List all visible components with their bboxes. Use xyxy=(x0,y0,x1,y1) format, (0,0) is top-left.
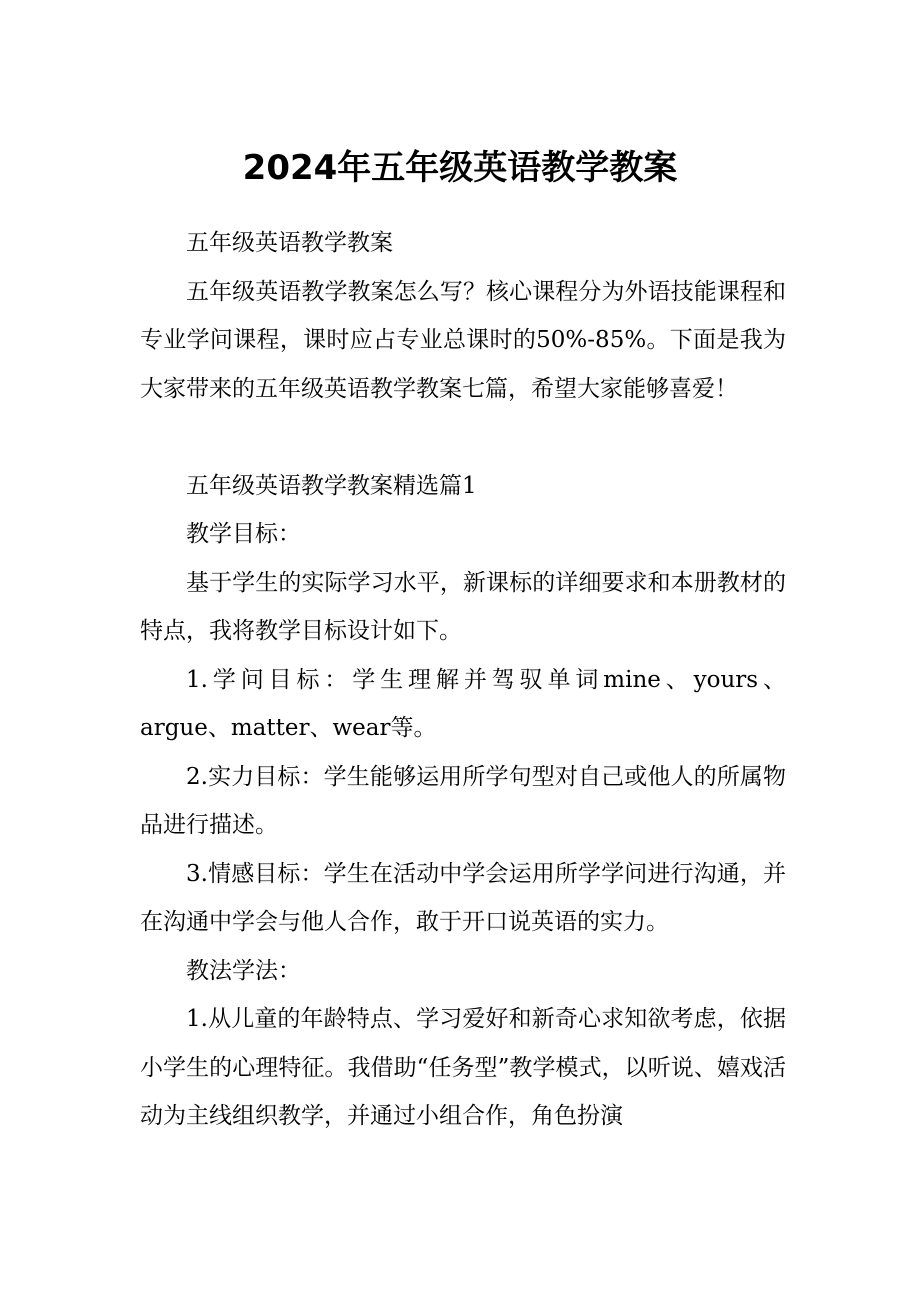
teaching-goals-heading: 教学目标： xyxy=(186,521,301,547)
intro-paragraph: 五年级英语教学教案怎么写？核心课程分为外语技能课程和专业学问课程，课时应占专业总课时的50%-85%。下面是我为大家带来的五年级英语教学教案七篇，希望大家能够喜爱！ xyxy=(140,278,786,402)
section-heading: 五年级英语教学教案精选篇1 xyxy=(186,472,477,499)
knowledge-goal: 1.学问目标：学生理解并驾驭单词mine、yours、argue、matter、wear等。 xyxy=(140,666,786,741)
methods-heading: 教法学法： xyxy=(186,957,301,984)
teaching-goals-intro: 基于学生的实际学习水平，新课标的详细要求和本册教材的特点，我将教学目标设计如下。 xyxy=(140,569,786,644)
document-title: 2024年五年级英语教学教案 xyxy=(242,148,678,188)
blank-line xyxy=(140,413,786,462)
document-body xyxy=(140,219,786,1141)
emotion-goal: 3.情感目标：学生在活动中学会运用所学学问进行沟通，并在沟通中学会与他人合作，敢于开口说英语的实力。 xyxy=(140,860,786,935)
method-item-1: 1.从儿童的年龄特点、学习爱好和新奇心求知欲考虑，依据小学生的心理特征。我借助“任务型”教学模式，以听说、嬉戏活动为主线组织教学，并通过小组合作，角色扮演 xyxy=(140,1006,786,1129)
ability-goal: 2.实力目标：学生能够运用所学句型对自己或他人的所属物品进行描述。 xyxy=(140,763,786,838)
intro-heading: 五年级英语教学教案 xyxy=(186,230,393,256)
